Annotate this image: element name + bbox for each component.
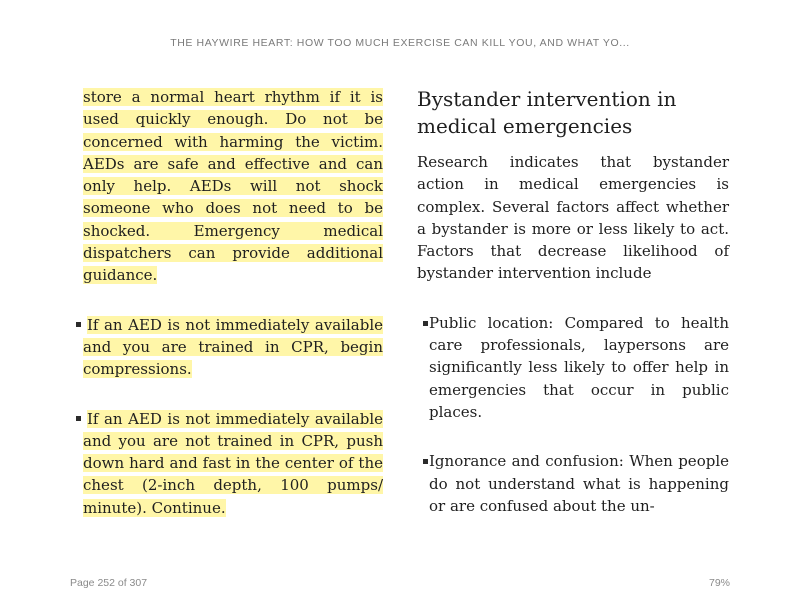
body-paragraph: Research indicates that bystander action in medical emergencies is complex. Several factors affect whether a bystander is more or less likely to act. Factors that decrease likelihood of bystander intervention include [417,153,729,283]
left-page [83,86,383,546]
bullet-text: Public location: Compared to health care professionals, laypersons are significantly less likely to offer help in emergencies that occur in public places. [429,313,729,421]
highlight-text: If an AED is not immediately available and you are trained in CPR, begin compressions. [83,315,383,379]
bullet-icon [76,322,81,327]
bullet-item [417,450,729,517]
bullet-item[interactable] [83,314,383,381]
bullet-item [417,312,729,423]
progress-percent: 79% [708,577,730,589]
page-indicator: Page 252 of 307 [70,577,148,589]
bullet-icon [423,459,428,464]
section-heading: Bystander intervention in medical emergencies [417,87,677,138]
highlight-text: store a normal heart rhythm if it is used quickly enough. Do not be concerned with harming the victim. AEDs are safe and effective and can only help. AEDs will not shock someone who does not need to be shocked. Emergency medical dispatchers can provide additional guidance. [83,88,383,285]
bullet-icon [423,321,428,326]
highlight-text: If an AED is not immediately available and you are not trained in CPR, push down hard and fast in the center of the chest (2-inch depth, 100 pumps/ minute). Continue. [83,409,383,517]
highlighted-paragraph[interactable] [83,86,383,287]
book-title: THE HAYWIRE HEART: HOW TOO MUCH EXERCISE CAN KILL YOU, AND WHAT YO... [170,37,630,49]
bullet-icon [76,416,81,421]
right-page [417,86,729,544]
bullet-item[interactable] [83,408,383,519]
bullet-text: Ignorance and confusion: When people do not understand what is happening or are confused about the un- [429,452,729,515]
